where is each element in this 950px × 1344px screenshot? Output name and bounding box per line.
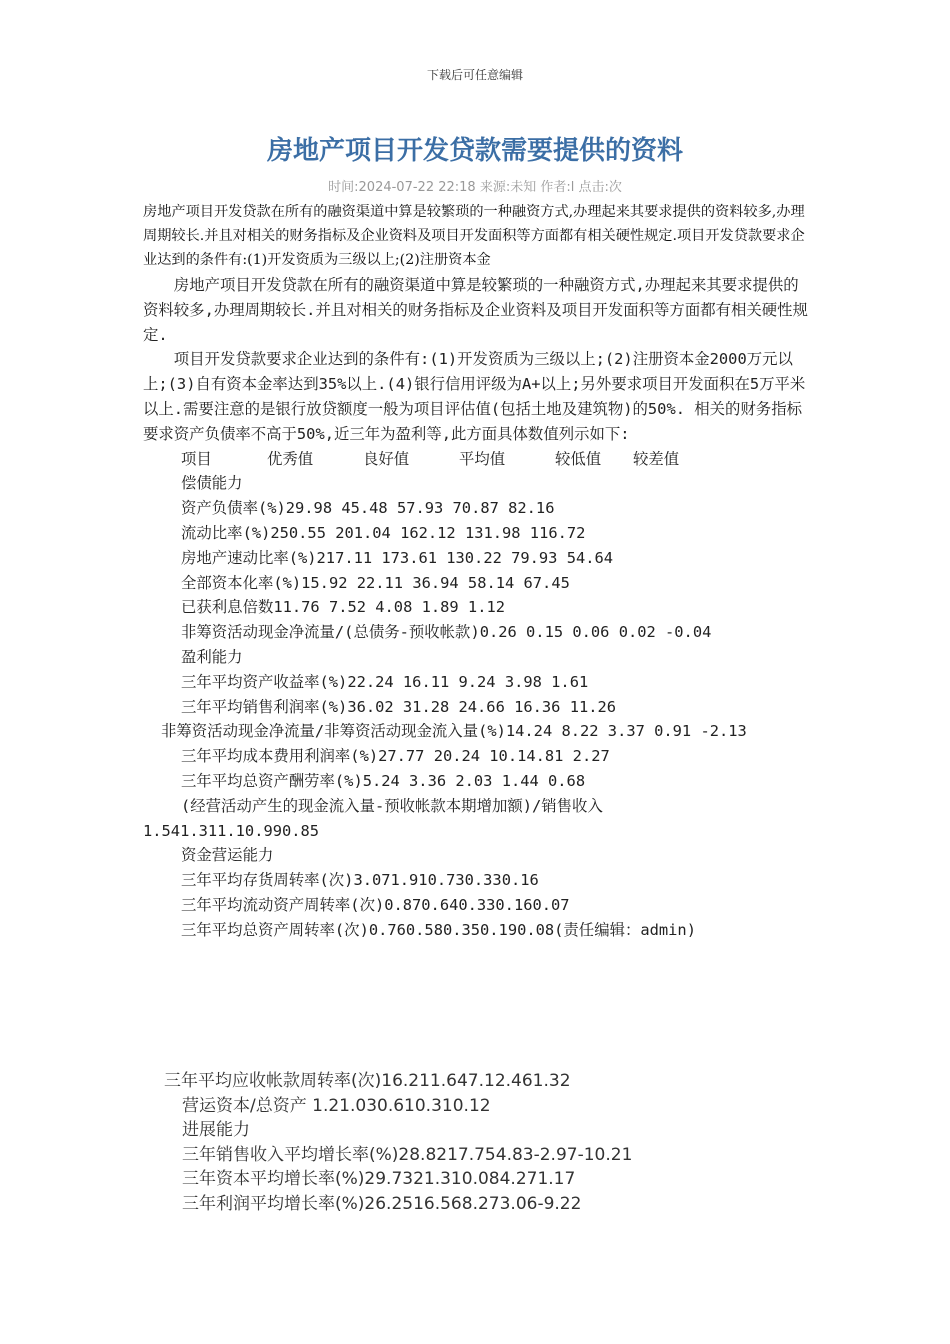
- table-row: 三年平均应收帐款周转率(次)16.211.647.12.461.32: [164, 1071, 571, 1091]
- section-heading: 偿债能力: [181, 474, 243, 493]
- table-row: 资产负债率(%)29.98 45.48 57.93 70.87 82.16: [181, 499, 555, 518]
- table-row: 三年平均总资产周转率(次)0.760.580.350.190.08(责任编辑：admin): [181, 920, 696, 939]
- paragraph: 项目开发贷款要求企业达到的条件有:(1)开发资质为三级以上;(2)注册资本金2000万元以上;(3)自有资本金率达到35%以上.(4)银行信用评级为A+以上;另外要求项目开发面积在5万平米以上.需要注意的是银行放贷额度一般为项目评估值(包括土地及建筑物)的50%. 相关的财务指标要求资产负债率不高于50%,近三年为盈利等,此方面具体数值列示如下:: [143, 350, 806, 443]
- summary-text: 房地产项目开发贷款在所有的融资渠道中算是较繁琐的一种融资方式,办理起来其要求提供的资料较多,办理周期较长.并且对相关的财务指标及企业资料及项目开发面积等方面都有相关硬性规定.项目开发贷款要求企业达到的条件有:(1)开发资质为三级以上;(2)注册资本金: [143, 204, 805, 268]
- table-row: 三年利润平均增长率(%)26.2516.568.273.06-9.22: [182, 1193, 582, 1214]
- table-row: 三年资本平均增长率(%)29.7321.310.084.271.17: [182, 1169, 576, 1190]
- lower-section: [164, 1069, 844, 1217]
- table-row-continuation: 1.541.311.10.990.85: [143, 821, 320, 840]
- col-header: 项目: [181, 449, 212, 468]
- table-row: 三年平均资产收益率(%)22.24 16.11 9.24 3.98 1.61: [181, 672, 589, 691]
- table-row: 三年平均销售利润率(%)36.02 31.28 24.66 16.36 11.26: [181, 697, 617, 716]
- col-header: 平均值: [459, 449, 506, 468]
- col-header: 较低值: [555, 449, 602, 468]
- table-row: (经营活动产生的现金流入量-预收帐款本期增加额)/销售收入: [181, 796, 603, 815]
- section-heading: 盈利能力: [181, 647, 243, 666]
- header-note: 下载后可任意编辑: [426, 68, 523, 82]
- table-row: 非筹资活动现金净流量/非筹资活动现金流入量(%)14.24 8.22 3.37 0.91 -2.13: [161, 722, 747, 741]
- col-header: 较差值: [633, 449, 680, 468]
- table-row: 全部资本化率(%)15.92 22.11 36.94 58.14 67.45: [181, 573, 570, 592]
- paragraph: 房地产项目开发贷款在所有的融资渠道中算是较繁琐的一种融资方式,办理起来其要求提供的资料较多,办理周期较长.并且对相关的财务指标及企业资料及项目开发面积等方面都有相关硬性规定.: [143, 276, 808, 344]
- section-heading: 资金营运能力: [181, 846, 274, 865]
- table-row: 房地产速动比率(%)217.11 173.61 130.22 79.93 54.64: [181, 548, 614, 567]
- col-header: 优秀值: [267, 449, 314, 468]
- table-row: 已获利息倍数11.76 7.52 4.08 1.89 1.12: [181, 598, 505, 617]
- table-row: 流动比率(%)250.55 201.04 162.12 131.98 116.72: [181, 523, 586, 542]
- table-row: 三年平均存货周转率(次)3.071.910.730.330.16: [181, 871, 539, 890]
- table-row: 三年销售收入平均增长率(%)28.8217.754.83-2.97-10.21: [182, 1144, 633, 1165]
- table-row: 三年平均总资产酬劳率(%)5.24 3.36 2.03 1.44 0.68: [181, 771, 586, 790]
- page-title: 房地产项目开发贷款需要提供的资料: [266, 136, 683, 166]
- col-header: 良好值: [363, 449, 410, 468]
- table-row: 营运资本/总资产 1.21.030.610.310.12: [182, 1095, 491, 1116]
- section-heading: 进展能力: [182, 1120, 250, 1141]
- table-row: 非筹资活动现金净流量/(总债务-预收帐款)0.26 0.15 0.06 0.02 -0.04: [181, 623, 712, 642]
- article-meta: 时间:2024-07-22 22:18 来源:未知 作者:l 点击:次: [328, 180, 622, 195]
- article-summary: [143, 200, 813, 272]
- table-header: [143, 447, 813, 472]
- article-body: [143, 273, 813, 943]
- table-row: 三年平均流动资产周转率(次)0.870.640.330.160.07: [181, 895, 570, 914]
- table-row: 三年平均成本费用利润率(%)27.77 20.24 10.14.81 2.27: [181, 747, 610, 766]
